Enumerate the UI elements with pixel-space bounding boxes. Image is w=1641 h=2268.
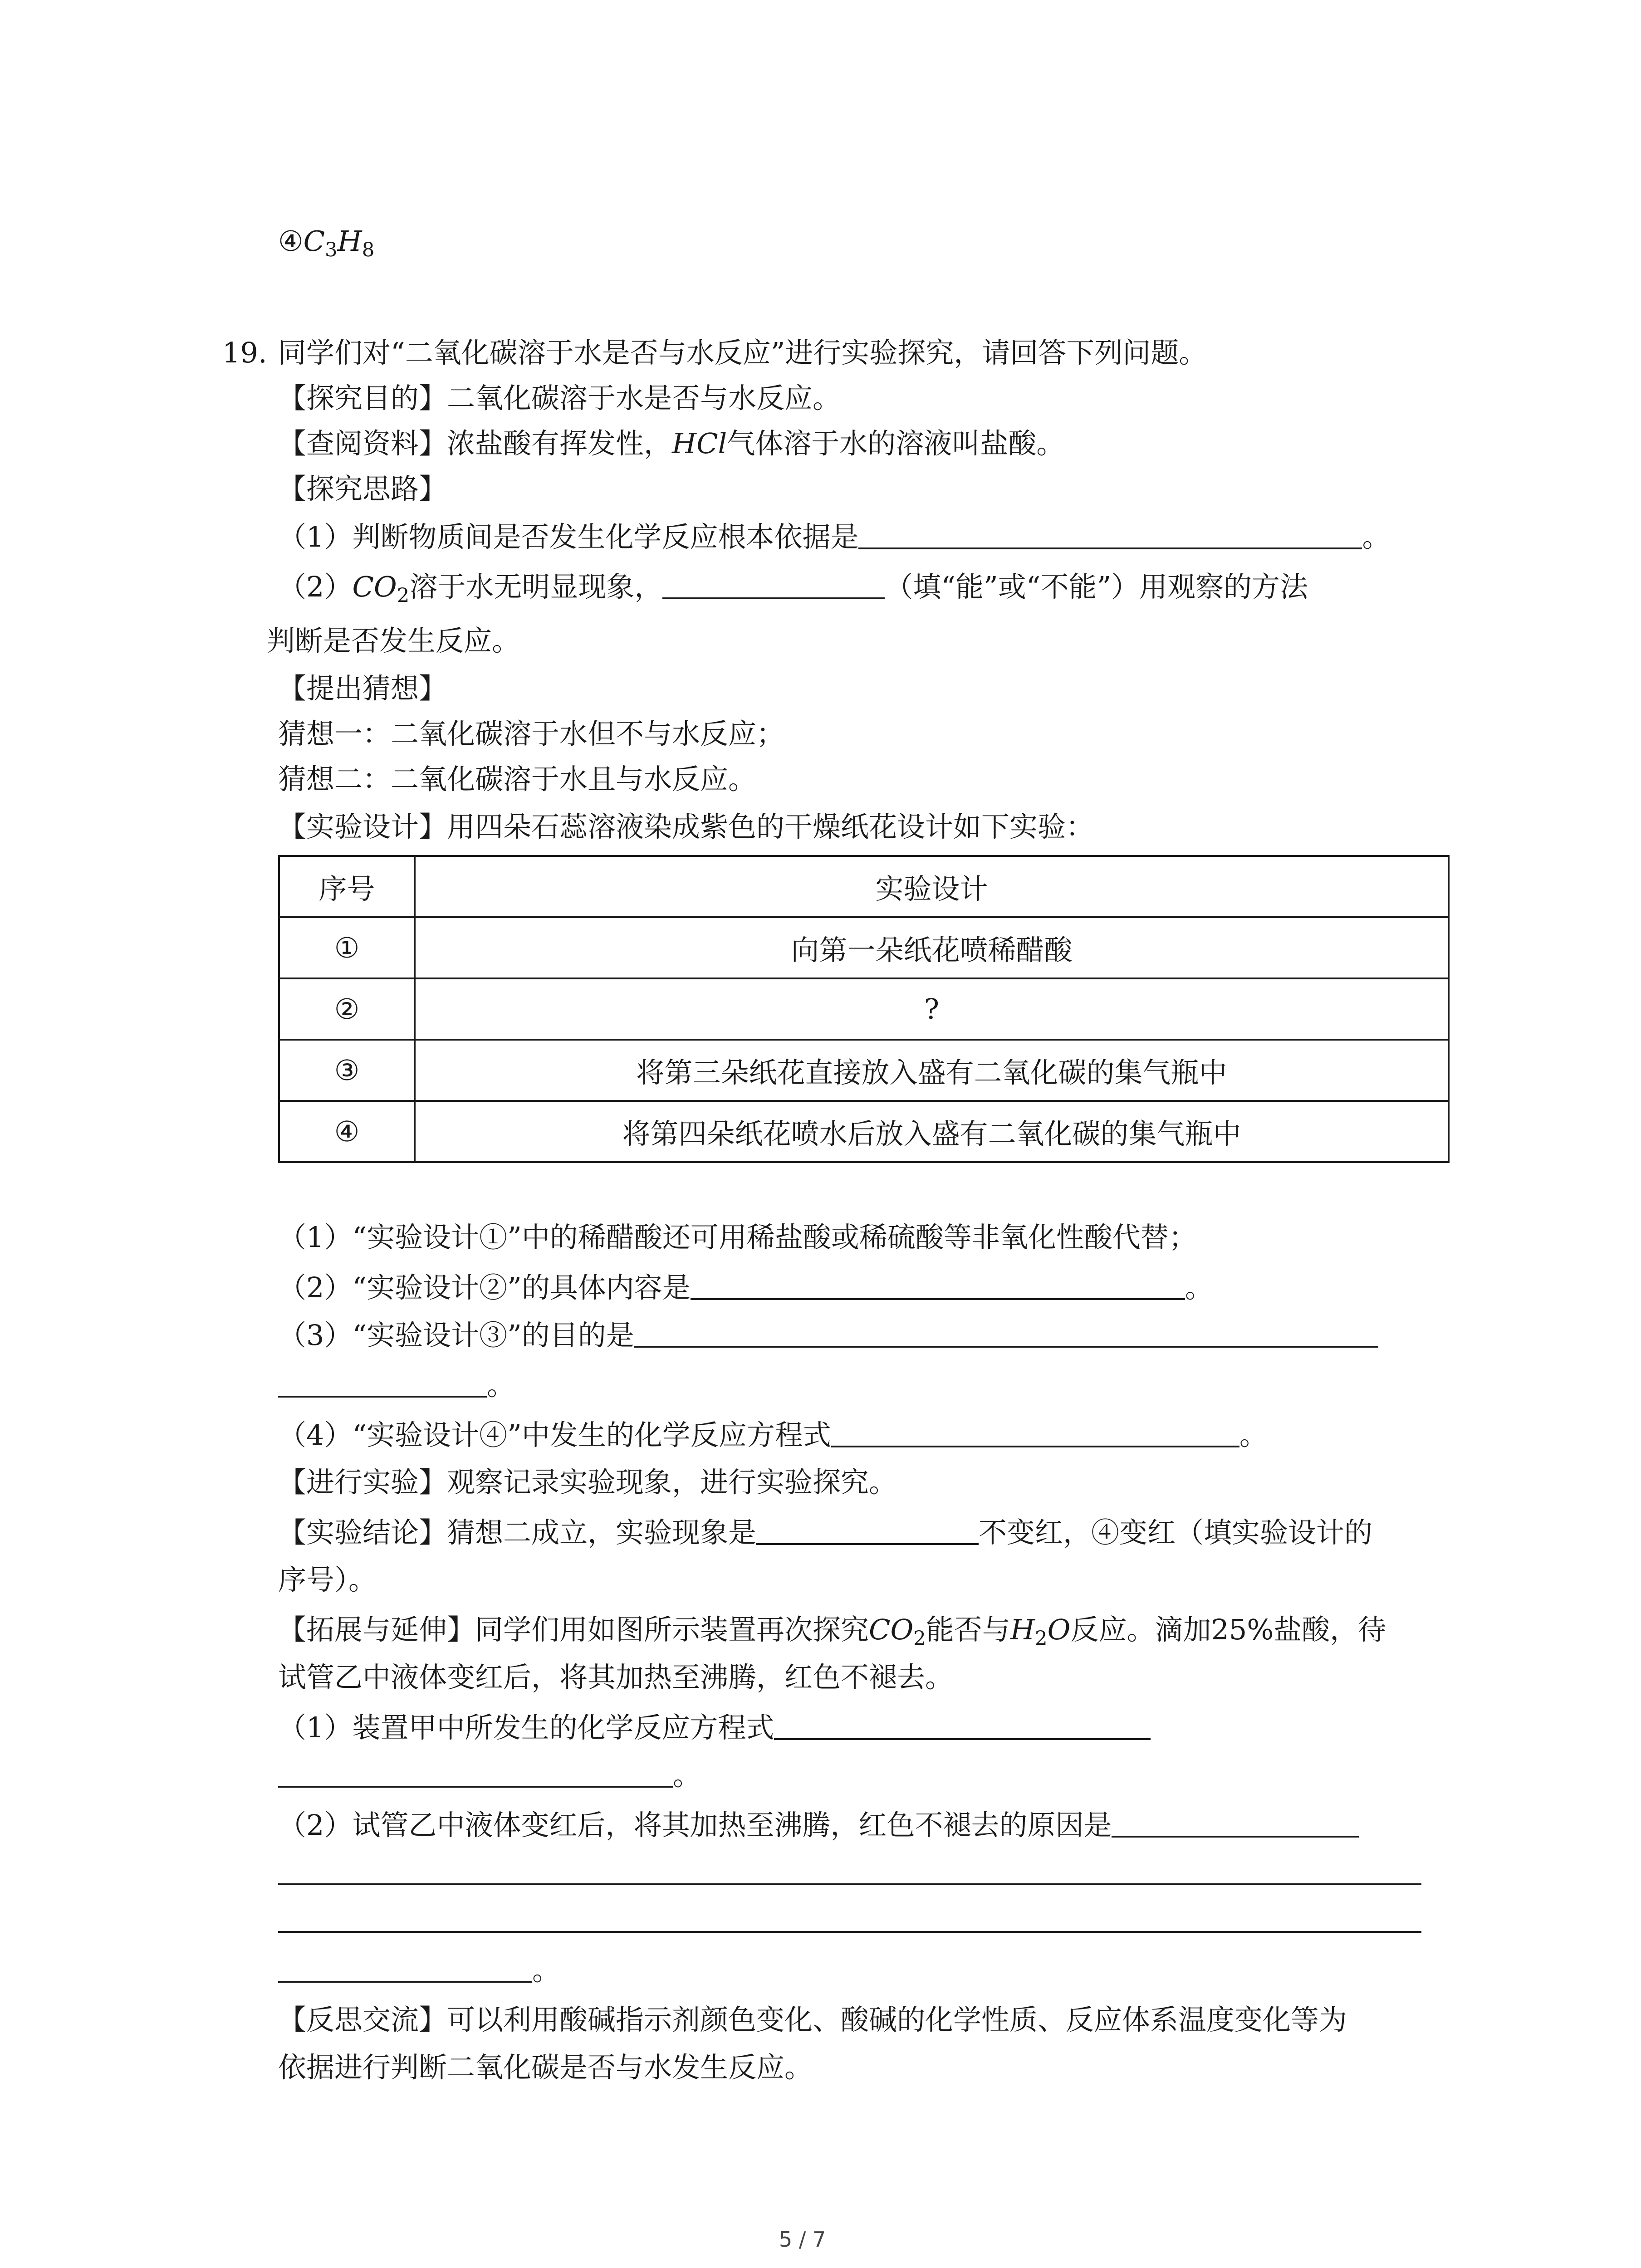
reference-text: 【查阅资料】浓盐酸有挥发性， (278, 427, 672, 460)
formula-sub: 2 (397, 584, 410, 607)
table-row (279, 1101, 1449, 1162)
header-number: 序号 (279, 856, 415, 917)
formula-sub: 2 (1035, 1627, 1048, 1650)
extension-line (278, 1612, 1386, 1648)
formula-hcl: HCl (672, 427, 727, 460)
hypothesis-2: 猜想二：二氧化碳溶于水且与水反应。 (278, 763, 757, 796)
formula-c: C (303, 225, 325, 258)
idea-2-text-end: （填“能”或“不能”）用观察的方法 (885, 570, 1308, 603)
design-note-3-continued (278, 1367, 515, 1403)
reflection-line-1: 【反思交流】可以利用酸碱指示剂颜色变化、酸碱的化学性质、反应体系温度变化等为 (278, 2003, 1347, 2036)
answer-option-4 (278, 223, 375, 262)
extension-text-mid: 能否与 (926, 1613, 1010, 1646)
punctuation: 。 (1239, 1418, 1268, 1452)
extension-question-2 (278, 1807, 1359, 1843)
formula-o: O (1047, 1613, 1071, 1646)
idea-2 (278, 568, 1308, 605)
row-number: ① (279, 917, 415, 978)
answer-blank[interactable] (691, 1269, 1185, 1300)
table-row (279, 917, 1449, 978)
answer-blank[interactable] (278, 1952, 532, 1983)
conclusion-text-end: 不变红，④变红（填实验设计的 (979, 1516, 1373, 1549)
answer-blank[interactable] (278, 1757, 673, 1788)
punctuation: 。 (1185, 1271, 1213, 1304)
row-number: ② (279, 978, 415, 1040)
row-number: ③ (279, 1040, 415, 1101)
idea-2-text: 溶于水无明显现象， (409, 570, 663, 603)
design-note-2 (278, 1269, 1213, 1306)
row-number: ④ (279, 1101, 415, 1162)
punctuation: 。 (532, 1954, 561, 1987)
extension-question-2-end (278, 1952, 560, 1989)
page-number: 5 / 7 (779, 2227, 826, 2252)
header-design: 实验设计 (415, 856, 1449, 917)
row-design: 将第三朵纸花直接放入盛有二氧化碳的集气瓶中 (415, 1040, 1449, 1101)
design-note-3 (278, 1317, 1378, 1354)
answer-line[interactable] (278, 1931, 1421, 1933)
answer-blank[interactable] (662, 568, 885, 599)
question-stem: 同学们对“二氧化碳溶于水是否与水反应”进行实验探究，请回答下列问题。 (278, 336, 1207, 369)
design-note-4-text: （4）“实验设计④”中发生的化学反应方程式 (278, 1418, 831, 1452)
answer-blank[interactable] (278, 1367, 487, 1398)
extension-question-1 (278, 1709, 1151, 1746)
idea-2-continued: 判断是否发生反应。 (267, 624, 520, 657)
row-design: 将第四朵纸花喷水后放入盛有二氧化碳的集气瓶中 (415, 1101, 1449, 1162)
purpose-line: 【探究目的】二氧化碳溶于水是否与水反应。 (278, 381, 841, 415)
punctuation: 。 (1362, 520, 1391, 553)
answer-blank[interactable] (1112, 1807, 1359, 1838)
design-note-2-text: （2）“实验设计②”的具体内容是 (278, 1271, 691, 1304)
extension-question-1-continued (278, 1757, 701, 1794)
experiment-table (278, 855, 1450, 1163)
formula-sub: 8 (362, 239, 375, 262)
answer-blank[interactable] (634, 1317, 1378, 1348)
extension-text-end: 反应。滴加25%盐酸，待 (1070, 1613, 1386, 1646)
answer-blank[interactable] (756, 1514, 979, 1545)
idea-header: 【探究思路】 (278, 472, 447, 505)
punctuation: 。 (673, 1759, 701, 1792)
table-row (279, 1040, 1449, 1101)
table-header-row (279, 856, 1449, 917)
design-note-1: （1）“实验设计①”中的稀醋酸还可用稀盐酸或稀硫酸等非氧化性酸代替； (278, 1221, 1197, 1254)
formula-sub: 3 (325, 239, 338, 262)
hypothesis-header: 【提出猜想】 (278, 672, 447, 705)
design-note-3-text: （3）“实验设计③”的目的是 (278, 1319, 634, 1352)
conclusion-text: 【实验结论】猜想二成立，实验现象是 (278, 1516, 757, 1549)
formula-h: H (337, 225, 362, 258)
reflection-line-2: 依据进行判断二氧化碳是否与水发生反应。 (278, 2051, 813, 2084)
row-design: 向第一朵纸花喷稀醋酸 (415, 917, 1449, 978)
design-note-4 (278, 1417, 1268, 1453)
answer-line[interactable] (278, 1883, 1421, 1885)
idea-2-index: （2） (278, 570, 353, 603)
answer-blank[interactable] (774, 1709, 1151, 1740)
answer-blank[interactable] (831, 1417, 1239, 1447)
punctuation: 。 (487, 1369, 515, 1402)
reference-text-end: 气体溶于水的溶液叫盐酸。 (727, 427, 1065, 460)
design-intro: 【实验设计】用四朵石蕊溶液染成紫色的干燥纸花设计如下实验： (278, 810, 1094, 843)
formula-co: CO (869, 1613, 914, 1646)
conclusion-continued: 序号）。 (278, 1563, 377, 1596)
reference-line (278, 425, 1064, 462)
hypothesis-1: 猜想一：二氧化碳溶于水但不与水反应； (278, 717, 785, 750)
formula-h: H (1010, 1613, 1035, 1646)
extension-text: 【拓展与延伸】同学们用如图所示装置再次探究 (278, 1613, 869, 1646)
experiment-line: 【进行实验】观察记录实验现象，进行实验探究。 (278, 1466, 897, 1499)
answer-blank[interactable] (858, 518, 1362, 549)
idea-1-text: （1）判断物质间是否发生化学反应根本依据是 (278, 520, 859, 553)
idea-1 (278, 518, 1390, 555)
formula-sub: 2 (913, 1627, 926, 1650)
row-design: ? (415, 978, 1449, 1040)
formula-co: CO (352, 570, 397, 603)
extension-question-2-text: （2）试管乙中液体变红后，将其加热至沸腾，红色不褪去的原因是 (278, 1809, 1112, 1842)
table-row (279, 978, 1449, 1040)
question-number: 19. (222, 336, 267, 369)
extension-continued: 试管乙中液体变红后，将其加热至沸腾，红色不褪去。 (278, 1661, 954, 1694)
extension-question-1-text: （1）装置甲中所发生的化学反应方程式 (278, 1711, 774, 1744)
option-label: ④ (278, 225, 304, 258)
conclusion-line (278, 1514, 1372, 1551)
